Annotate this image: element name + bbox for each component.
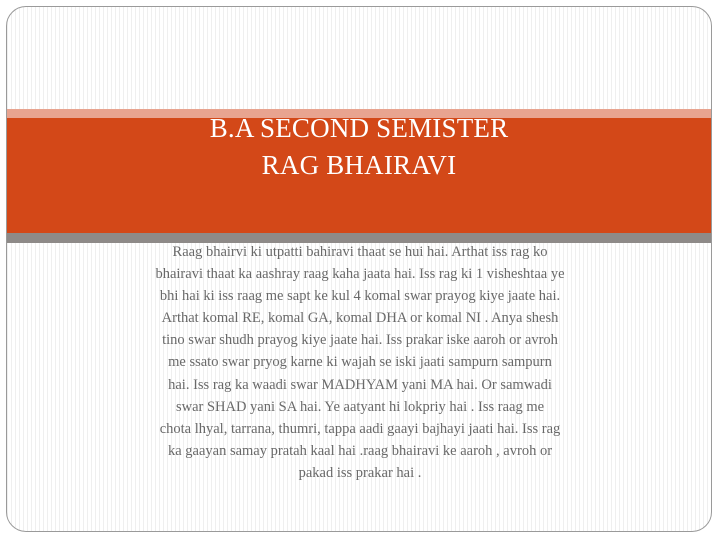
body-text [102, 241, 618, 484]
body-line: chota lhyal, tarrana, thumri, tappa aadi gaayi bajhayi jaati hai. Iss rag [159, 420, 561, 437]
title-line-2: RAG BHAIRAVI [261, 150, 457, 180]
title-line-1: B.A SECOND SEMISTER [209, 113, 509, 143]
body-line: Arthat komal RE, komal GA, komal DHA or komal NI . Anya shesh [161, 310, 559, 327]
body-line: me ssato swar pryog karne ki wajah se iski jaati sampurn sampurn [168, 354, 552, 371]
body-line: hai. Iss rag ka waadi swar MADHYAM yani MA hai. Or samwadi [168, 376, 552, 393]
body-line: ka gaayan samay pratah kaal hai .raag bhairavi ke aaroh , avroh or [167, 442, 553, 459]
body-line: bhi hai ki iss raag me sapt ke kul 4 komal swar prayog kiye jaate hai. [159, 288, 561, 305]
slide-title [7, 110, 711, 184]
body-line: bhairavi thaat ka aashray raag kaha jaata hai. Iss rag ki 1 visheshtaa ye [155, 266, 565, 283]
body-line: tino swar shudh prayog kiye jaate hai. Iss prakar iske aaroh or avroh [162, 332, 558, 349]
body-line: swar SHAD yani SA hai. Ye aatyant hi lokpriy hai . Iss raag me [175, 398, 545, 415]
body-line: pakad iss prakar hai . [298, 464, 422, 481]
body-line: Raag bhairvi ki utpatti bahiravi thaat se hui hai. Arthat iss rag ko [172, 244, 548, 260]
